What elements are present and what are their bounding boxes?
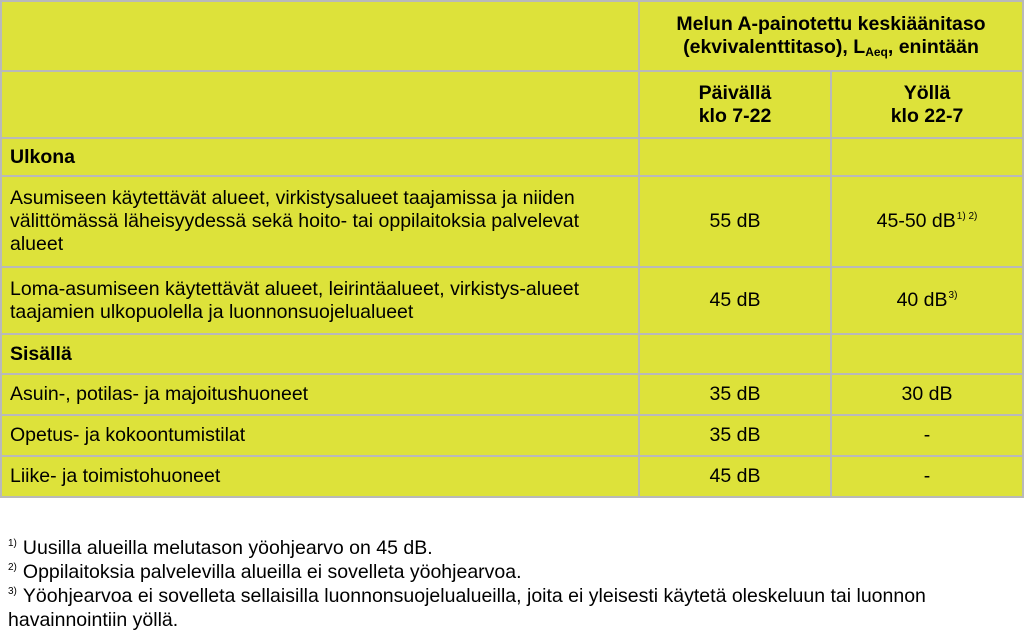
group-header-line1: Melun A-painotettu keskiäänitaso (676, 13, 986, 35)
column-group-header (639, 1, 1023, 71)
day-value: 35 dB (639, 415, 831, 456)
footnote-ref: 1) 2) (956, 211, 978, 222)
header-row-periods (1, 71, 1023, 138)
aeq-subscript: Aeq (865, 45, 888, 59)
row-label: Loma-asumiseen käytettävät alueet, leirintäalueet, virkistys-alueet taajamien ulkopuolella ja luonnonsuojelualueet (1, 267, 639, 334)
table-row (1, 456, 1023, 497)
night-value: - (831, 456, 1023, 497)
section-row (1, 334, 1023, 374)
table-row (1, 176, 1023, 267)
night-value: 30 dB (831, 374, 1023, 415)
table-row (1, 374, 1023, 415)
empty-header-cell (1, 1, 639, 71)
footnote (8, 536, 1008, 560)
row-label: Opetus- ja kokoontumistilat (1, 415, 639, 456)
footnote-mark: 3) (8, 586, 17, 597)
day-value: 55 dB (639, 176, 831, 267)
section-label: Ulkona (1, 138, 639, 176)
day-value: 35 dB (639, 374, 831, 415)
empty-cell (831, 334, 1023, 374)
day-value: 45 dB (639, 456, 831, 497)
empty-cell (639, 138, 831, 176)
footnote-text: Yöohjearvoa ei sovelleta sellaisilla luonnonsuojelualueilla, joita ei yleisesti käytetä oleskeluun tai luonnon havainnointiin yöllä. (8, 585, 926, 631)
table-row (1, 415, 1023, 456)
footnotes (8, 536, 1008, 632)
empty-cell (831, 138, 1023, 176)
row-label: Liike- ja toimistohuoneet (1, 456, 639, 497)
column-header-day: Päivällä klo 7-22 (639, 71, 831, 138)
footnote-text: Oppilaitoksia palvelevilla alueilla ei sovelleta yöohjearvoa. (22, 561, 522, 583)
row-label: Asuin-, potilas- ja majoitushuoneet (1, 374, 639, 415)
footnote (8, 584, 1008, 632)
night-value: - (831, 415, 1023, 456)
day-value: 45 dB (639, 267, 831, 334)
night-value: 40 dB$^{3)}$ (831, 267, 1023, 334)
group-header-line2: (ekvivalenttitaso), $L_{Aeq}$, enintään (683, 36, 979, 59)
row-label: Asumiseen käytettävät alueet, virkistysalueet taajamissa ja niiden välittömässä läheisyydessä sekä hoito- tai oppilaitoksia palvelevat alueet (1, 176, 639, 267)
section-row (1, 138, 1023, 176)
table-row (1, 267, 1023, 334)
footnote-text: Uusilla alueilla melutason yöohjearvo on 45 dB. (22, 537, 433, 559)
footnote-ref: 3) (948, 290, 958, 301)
column-header-night: Yöllä klo 22-7 (831, 71, 1023, 138)
header-row-group (1, 1, 1023, 71)
footnote-mark: 2) (8, 562, 17, 573)
section-label: Sisällä (1, 334, 639, 374)
footnote (8, 560, 1008, 584)
footnote-mark: 1) (8, 538, 17, 549)
empty-cell (639, 334, 831, 374)
empty-header-cell (1, 71, 639, 138)
night-value: 45-50 dB$^{1) 2)}$ (831, 176, 1023, 267)
